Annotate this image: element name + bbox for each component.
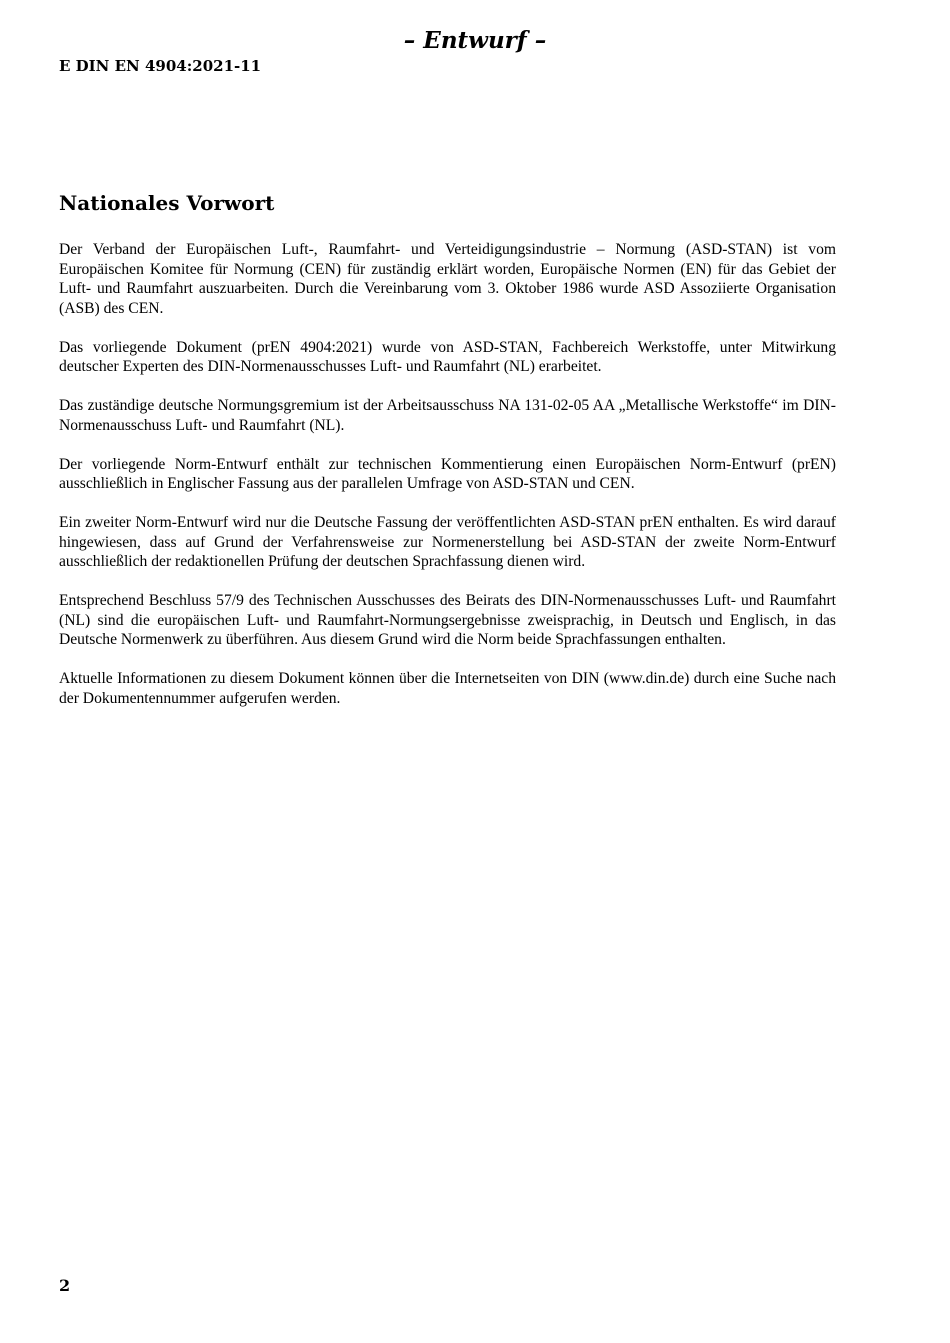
section-body	[59, 240, 836, 728]
paragraph: Das vorliegende Dokument (prEN 4904:2021) wurde von ASD-STAN, Fachbereich Werkstoffe, unter Mitwirkung deutscher Experten des DIN-Normenausschusses Luft- und Raumfahrt (NL) erarbeitet.	[59, 338, 836, 375]
document-id: E DIN EN 4904:2021-11	[59, 57, 262, 75]
paragraph: Entsprechend Beschluss 57/9 des Technischen Ausschusses des Beirats des DIN-Normenausschusses Luft- und Raumfahrt (NL) sind die europäischen Luft- und Raumfahrt-Normungsergebnisse zweisprachig, in Deutsch und Englisch, in das Deutsche Normenwerk zu überführen. Aus diesem Grund wird die Norm beide Sprachfassungen enthalten.	[59, 592, 836, 648]
section-title: Nationales Vorwort	[59, 191, 275, 215]
draft-mark: – Entwurf –	[403, 27, 547, 54]
page-number: 2	[59, 1276, 71, 1295]
paragraph: Der Verband der Europäischen Luft-, Raumfahrt- und Verteidigungsindustrie – Normung (ASD-STAN) ist vom Europäischen Komitee für Normung (CEN) für zuständig erklärt worden, Europäische Normen (EN) für das Gebiet der Luft- und Raumfahrt auszuarbeiten. Durch die Vereinbarung vom 3. Oktober 1986 wurde ASD Assoziierte Organisation (ASB) des CEN.	[59, 241, 836, 317]
paragraph: Das zuständige deutsche Normungsgremium ist der Arbeitsausschuss NA 131-02-05 AA „Metallische Werkstoffe“ im DIN-Normenausschuss Luft- und Raumfahrt (NL).	[59, 397, 836, 434]
paragraph: Aktuelle Informationen zu diesem Dokument können über die Internetseiten von DIN (www.din.de) durch eine Suche nach der Dokumentennummer aufgerufen werden.	[59, 670, 836, 707]
paragraph: Der vorliegende Norm-Entwurf enthält zur technischen Kommentierung einen Europäischen Norm-Entwurf (prEN) ausschließlich in Englischer Fassung aus der parallelen Umfrage von ASD-STAN und CEN.	[59, 455, 836, 492]
paragraph: Ein zweiter Norm-Entwurf wird nur die Deutsche Fassung der veröffentlichten ASD-STAN prEN enthalten. Es wird darauf hingewiesen, dass auf Grund der Verfahrensweise zur Normenerstellung bei ASD-STAN der zweite Norm-Entwurf ausschließlich der redaktionellen Prüfung der deutschen Sprachfassung dienen wird.	[59, 514, 836, 570]
